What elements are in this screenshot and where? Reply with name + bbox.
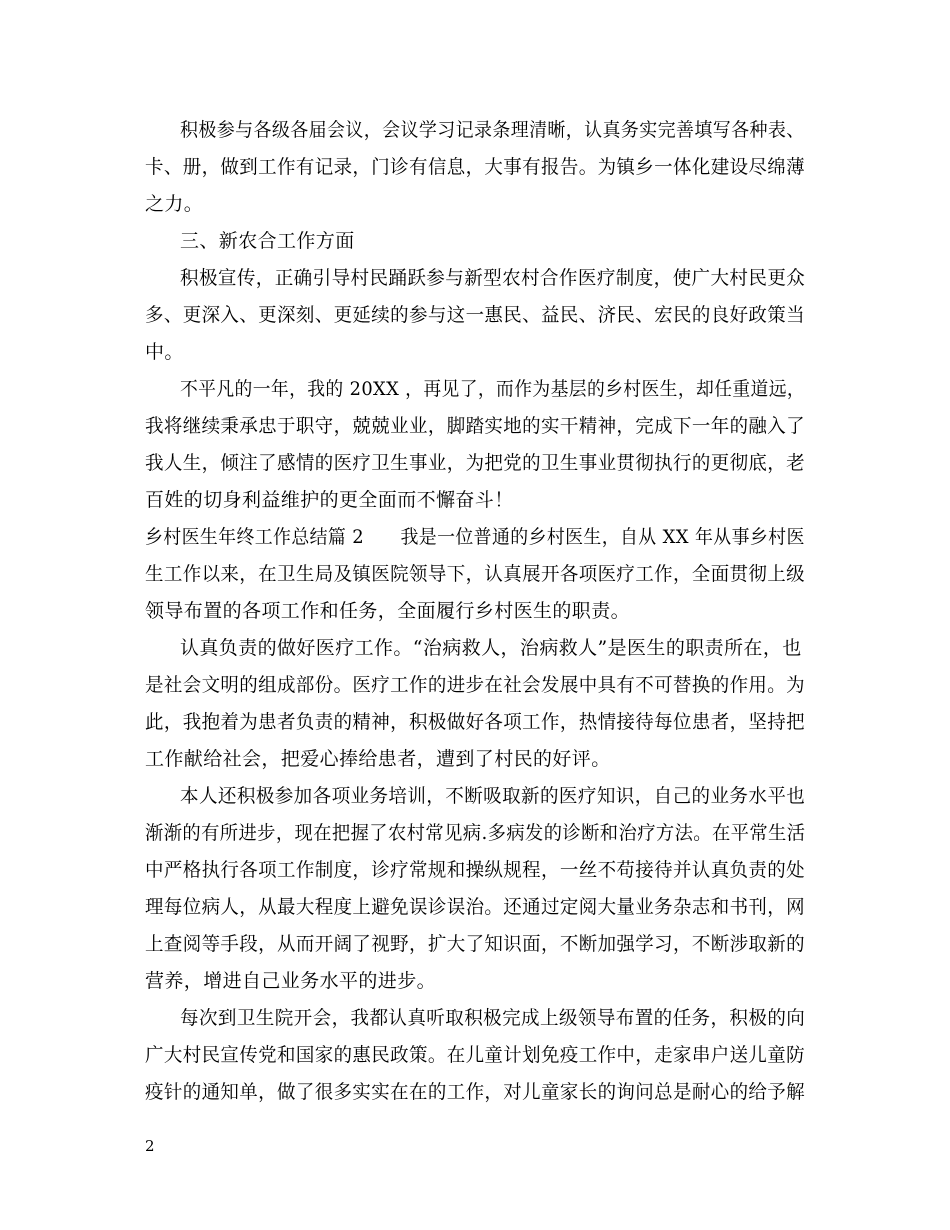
text-line: 多、更深入、更深刻、更延续的参与这一惠民、益民、济民、宏民的良好政策当 [145,304,806,326]
text-line: 广大村民宣传党和国家的惠民政策。在儿童计划免疫工作中，走家串户送儿童防 [145,1044,806,1066]
text-line: 积极宣传，正确引导村民踊跃参与新型农村合作医疗制度，使广大村民更众 [180,267,806,289]
text-line: 上查阅等手段，从而开阔了视野，扩大了知识面，不断加强学习，不断涉取新的 [145,933,806,955]
text-line: 之力。 [145,193,204,215]
text-line: 卡、册，做到工作有记录，门诊有信息，大事有报告。为镇乡一体化建设尽绵薄 [145,156,806,178]
text-line: 是社会文明的组成部份。医疗工作的进步在社会发展中具有不可替换的作用。为 [145,674,806,696]
text-line: 此，我抱着为患者负责的精神，积极做好各项工作，热情接待每位患者，坚持把 [145,711,806,733]
section-heading: 三、新农合工作方面 [180,230,355,252]
text-line: 疫针的通知单，做了很多实实在在的工作，对儿童家长的询问总是耐心的给予解 [145,1081,806,1103]
text-line: 我人生，倾注了感情的医疗卫生事业，为把党的卫生事业贯彻执行的更彻底，老 [145,452,806,474]
text-line: 中。 [145,341,184,363]
text-line: 理每位病人，从最大程度上避免误诊误治。还通过定阅大量业务杂志和书刊，网 [145,896,806,918]
text-line: 渐渐的有所进步，现在把握了农村常见病.多病发的诊断和治疗方法。在平常生活 [145,822,806,844]
text-line: 不平凡的一年，我的 20XX ，再见了，而作为基层的乡村医生，却任重道远， [180,378,806,400]
page-number: 2 [145,1137,155,1155]
text-line: 积极参与各级各届会议，会议学习记录条理清晰，认真务实完善填写各种表、 [180,119,805,141]
text-line: 每次到卫生院开会，我都认真听取积极完成上级领导布置的任务，积极的向 [180,1007,806,1029]
text-line: 百姓的切身利益维护的更全面而不懈奋斗！ [145,489,514,511]
text-line: 领导布置的各项工作和任务，全面履行乡村医生的职责。 [145,600,631,622]
article-title-line: 乡村医生年终工作总结篇 2 我是一位普通的乡村医生，自从 XX 年从事乡村医 [145,526,805,548]
text-line: 本人还积极参加各项业务培训，不断吸取新的医疗知识，自己的业务水平也 [180,785,806,807]
text-line: 我将继续秉承忠于职守，兢兢业业，脚踏实地的实干精神，完成下一年的融入了 [145,415,806,437]
text-line: 中严格执行各项工作制度，诊疗常规和操纵规程，一丝不苟接待并认真负责的处 [145,859,806,881]
text-line: 生工作以来，在卫生局及镇医院领导下，认真展开各项医疗工作，全面贯彻上级 [145,563,806,585]
text-line: 认真负责的做好医疗工作。“治病救人，治病救人”是医生的职责所在，也 [180,637,802,659]
text-line: 工作献给社会，把爱心捧给患者，遭到了村民的好评。 [145,748,611,770]
text-line: 营养，增进自己业务水平的进步。 [145,970,437,992]
